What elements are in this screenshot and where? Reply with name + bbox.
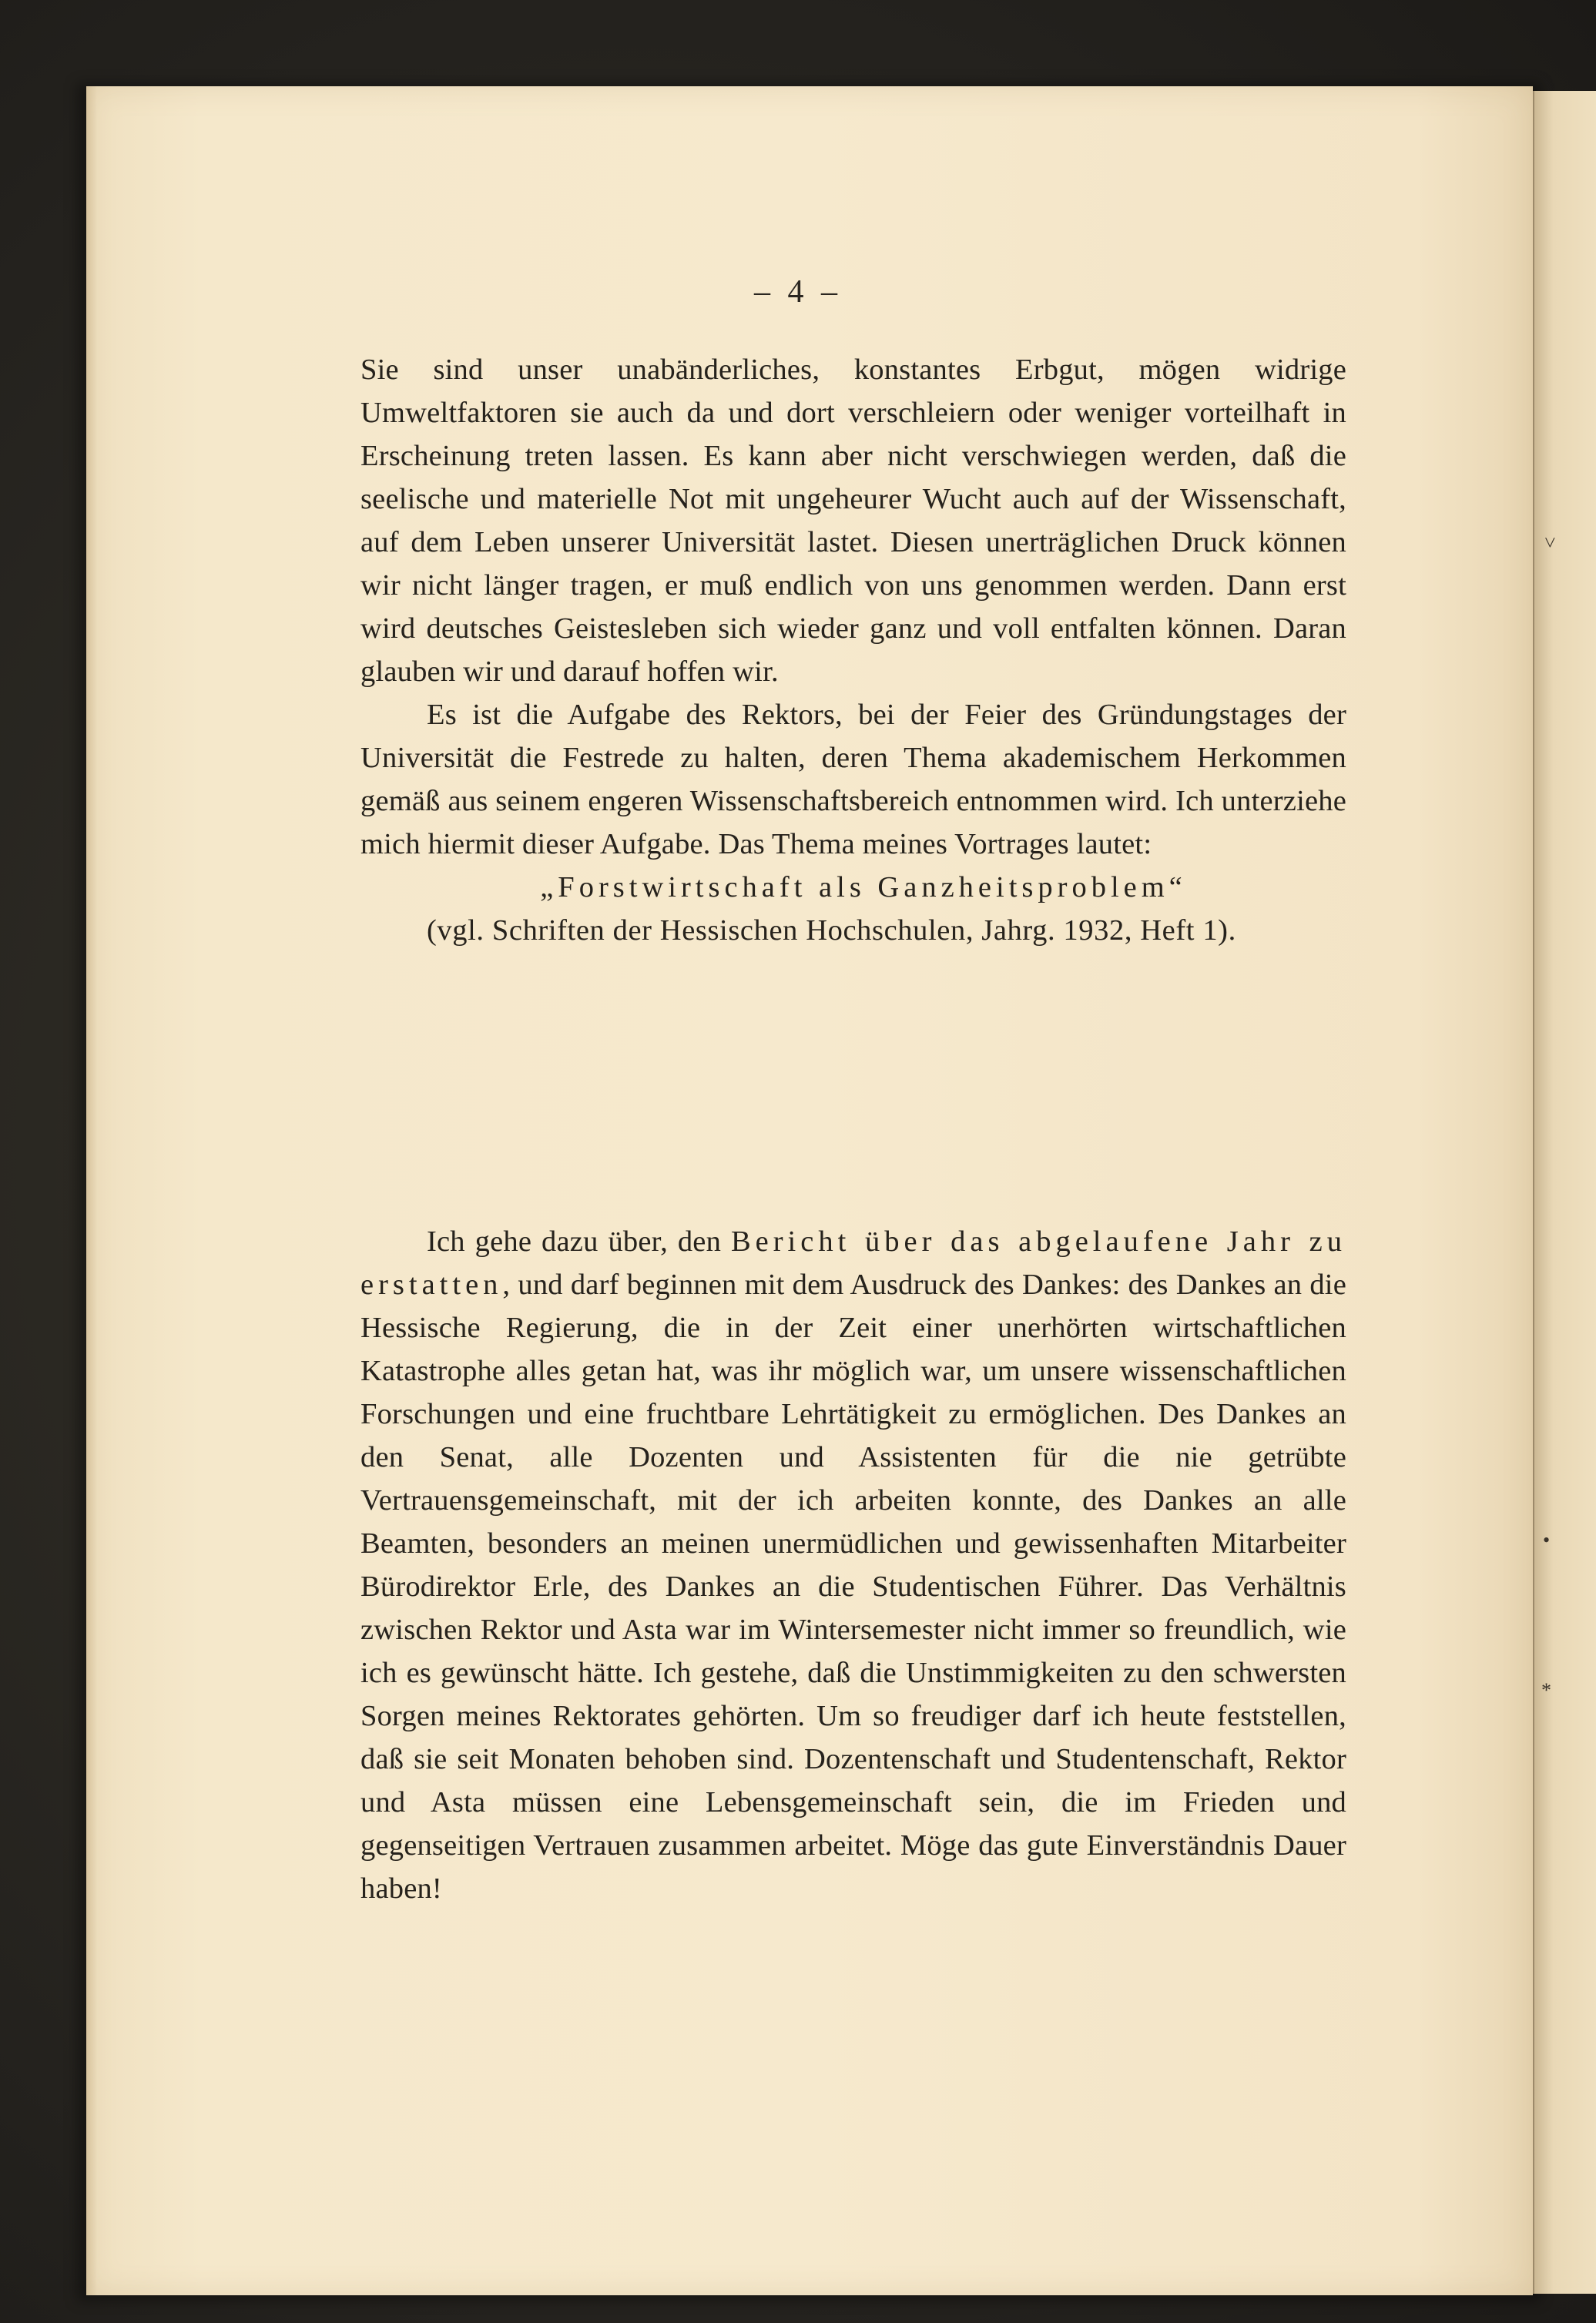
lecture-title: „Forstwirtschaft als Ganzheitsproblem“ [540,871,1187,903]
margin-mark-star-icon: * [1541,1679,1551,1701]
report-intro: Ich gehe dazu über, den [427,1225,731,1258]
margin-mark-arrow-icon: ˅ [1544,531,1556,554]
publication-reference: (vgl. Schriften der Hessischen Hochschulen, Jahrg. 1932, Heft 1). [427,914,1236,947]
page-number: – 4 – [754,274,842,310]
text-block-1 [360,348,1346,952]
text-block-2 [360,1220,1346,1910]
report-body: , und darf beginnen mit dem Ausdruck des Dankes: des Dankes an die Hessische Regierung, die in der Zeit einer unerhörten wirtschaftlichen Katastrophe alles getan hat, was ihr möglich war, um unsere wissenschaftlichen Forschungen und eine fruchtbare Lehrtätigkeit zu ermöglichen. Des Dankes an den Senat, alle Dozenten und Assistenten für die nie getrübte Vertrauensgemeinschaft, mit der ich arbeiten konnte, des Dankes an alle Beamten, besonders an meinen unermüdlichen und gewissenhaften Mitarbeiter Bürodirektor Erle, des Dankes an die Studentischen Führer. Das Verhältnis zwischen Rektor und Asta war im Wintersemester nicht immer so freundlich, wie ich es gewünscht hätte. Ich gestehe, daß die Unstimmigkeiten zu den schwersten Sorgen meines Rektorates gehörten. Um so freudiger darf ich heute feststellen, daß sie seit Monaten behoben sind. Dozentenschaft und Studentenschaft, Rektor und Asta müssen eine Lebensgemeinschaft sein, die im Frieden und gegenseitigen Vertrauen zusammen arbeitet. Möge das gute Einverständnis Dauer haben! [360,1269,1346,1905]
paragraph-report [360,1220,1346,1910]
next-page-edge [1533,91,1596,2294]
margin-mark-dot-icon: • [1543,1529,1551,1551]
report-spaced-phrase: Bericht über das abgelaufene Jahr zu erstatten [360,1225,1346,1301]
paragraph-1: Sie sind unser unabänderliches, konstantes Erbgut, mögen widrige Umweltfaktoren sie auch da und dort verschleiern oder weniger vorteilhaft in Erscheinung treten lassen. Es kann aber nicht verschwiegen werden, daß die seelische und materielle Not mit ungeheurer Wucht auch auf der Wissenschaft, auf dem Leben unserer Universität lastet. Diesen unerträglichen Druck können wir nicht länger tragen, er muß endlich von uns genommen werden. Dann erst wird deutsches Geistesleben sich wieder ganz und voll entfalten können. Daran glauben wir und darauf hoffen wir. [360,354,1346,688]
paragraph-2: Es ist die Aufgabe des Rektors, bei der Feier des Gründungstages der Universität die Festrede zu halten, deren Thema akademischem Herkommen gemäß aus seinem engeren Wissenschaftsbereich entnommen wird. Ich unterziehe mich hiermit dieser Aufgabe. Das Thema meines Vortrages lautet: [360,699,1346,860]
page-fold [86,86,97,2295]
